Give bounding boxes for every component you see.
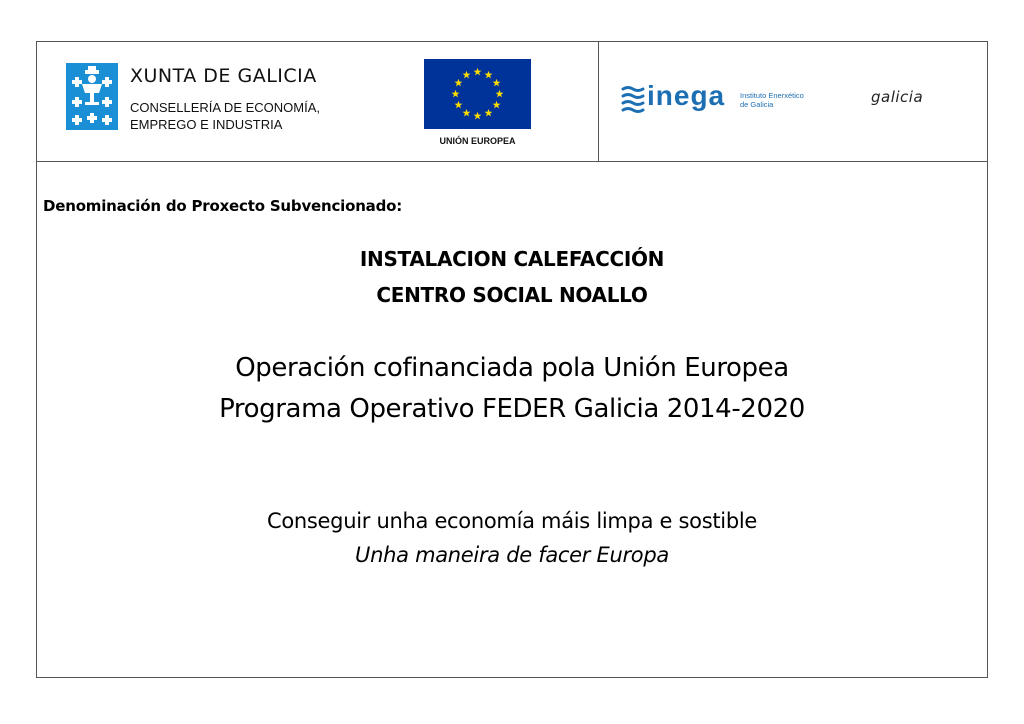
xunta-dept-line1: CONSELLERÍA DE ECONOMÍA, <box>130 100 320 115</box>
inega-sub-line1: Instituto Enerxético <box>740 91 804 100</box>
xunta-shield-icon <box>66 63 118 130</box>
inega-sub-line2: de Galicia <box>740 100 774 109</box>
operation-line1: Operación cofinanciada pola Unión Europea <box>235 353 789 383</box>
project-name-line2: CENTRO SOCIAL NOALLO <box>376 283 648 307</box>
logo-header <box>37 42 987 162</box>
project-label: Denominación do Proxecto Subvencionado: <box>43 197 403 215</box>
header-divider <box>598 42 599 161</box>
xunta-dept-line2: EMPREGO E INDUSTRIA <box>130 117 283 132</box>
slogan-line1: Conseguir unha economía máis limpa e sostible <box>267 509 757 533</box>
plaque-frame <box>36 41 988 678</box>
eu-flag-icon <box>424 59 531 129</box>
xunta-department <box>130 99 320 133</box>
galicia-logo-text: galicia <box>871 88 924 106</box>
inega-subtitle <box>740 91 804 109</box>
operation-line2: Programa Operativo FEDER Galicia 2014-2020 <box>219 394 805 424</box>
slogan-line2: Unha maneira de facer Europa <box>355 543 669 567</box>
inega-waves-icon <box>621 85 645 113</box>
eu-label: UNIÓN EUROPEA <box>439 136 516 146</box>
project-name-line1: INSTALACION CALEFACCIÓN <box>359 247 665 271</box>
inega-logo-text: inega <box>647 80 726 111</box>
xunta-name: XUNTA DE GALICIA <box>130 65 317 87</box>
